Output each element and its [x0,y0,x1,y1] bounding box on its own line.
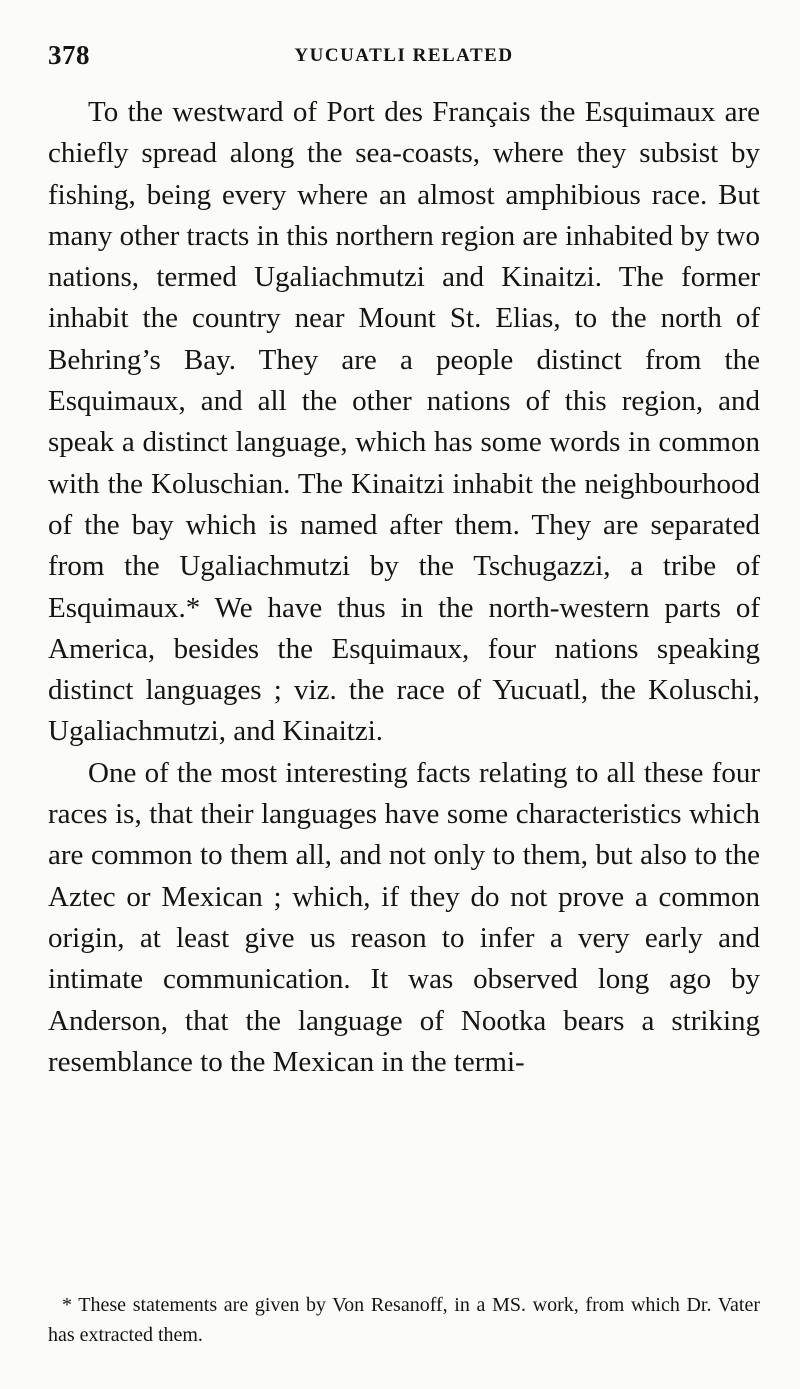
paragraph-languages: One of the most interesting facts relating to all these four races is, that their languages have some characteristics which are common to them all, and not only to them, but also to the Aztec or Mexican ; which, if they do not prove a common origin, at least give us reason to infer a very early and intimate communication. It was observed long ago by Anderson, that the language of Nootka bears a striking resemblance to the Mexican in the termi- [48,756,760,1078]
running-head: YUCUATLI RELATED [294,45,514,66]
paragraph-westward: To the westward of Port des Français the Esquimaux are chiefly spread along the sea-coasts, where they subsist by fishing, being every where an almost amphibious race. But many other tracts in this northern region are inhabited by two nations, termed Ugaliachmutzi and Kinaitzi. The former inhabit the country near Mount St. Elias, to the north of Behring’s Bay. They are a people distinct from the Esquimaux, and all the other nations of this region, and speak a distinct language, which has some words in common with the Koluschian. The Kinaitzi inhabit the neighbourhood of the bay which is named after them. They are separated from the Ugaliachmutzi by the Tschugazzi, a tribe of Esquimaux.* We have thus in the north-western parts of America, besides the Esquimaux, four nations speaking distinct languages ; viz. the race of Yucuatl, the Koluschi, Ugaliachmutzi, and Kinaitzi. [48,96,760,748]
page-header [48,40,760,74]
page-number: 378 [48,40,90,70]
body-text [48,92,760,1083]
footnote: * These statements are given by Von Resanoff, in a MS. work, from which Dr. Vater has extracted them. [48,1294,760,1346]
